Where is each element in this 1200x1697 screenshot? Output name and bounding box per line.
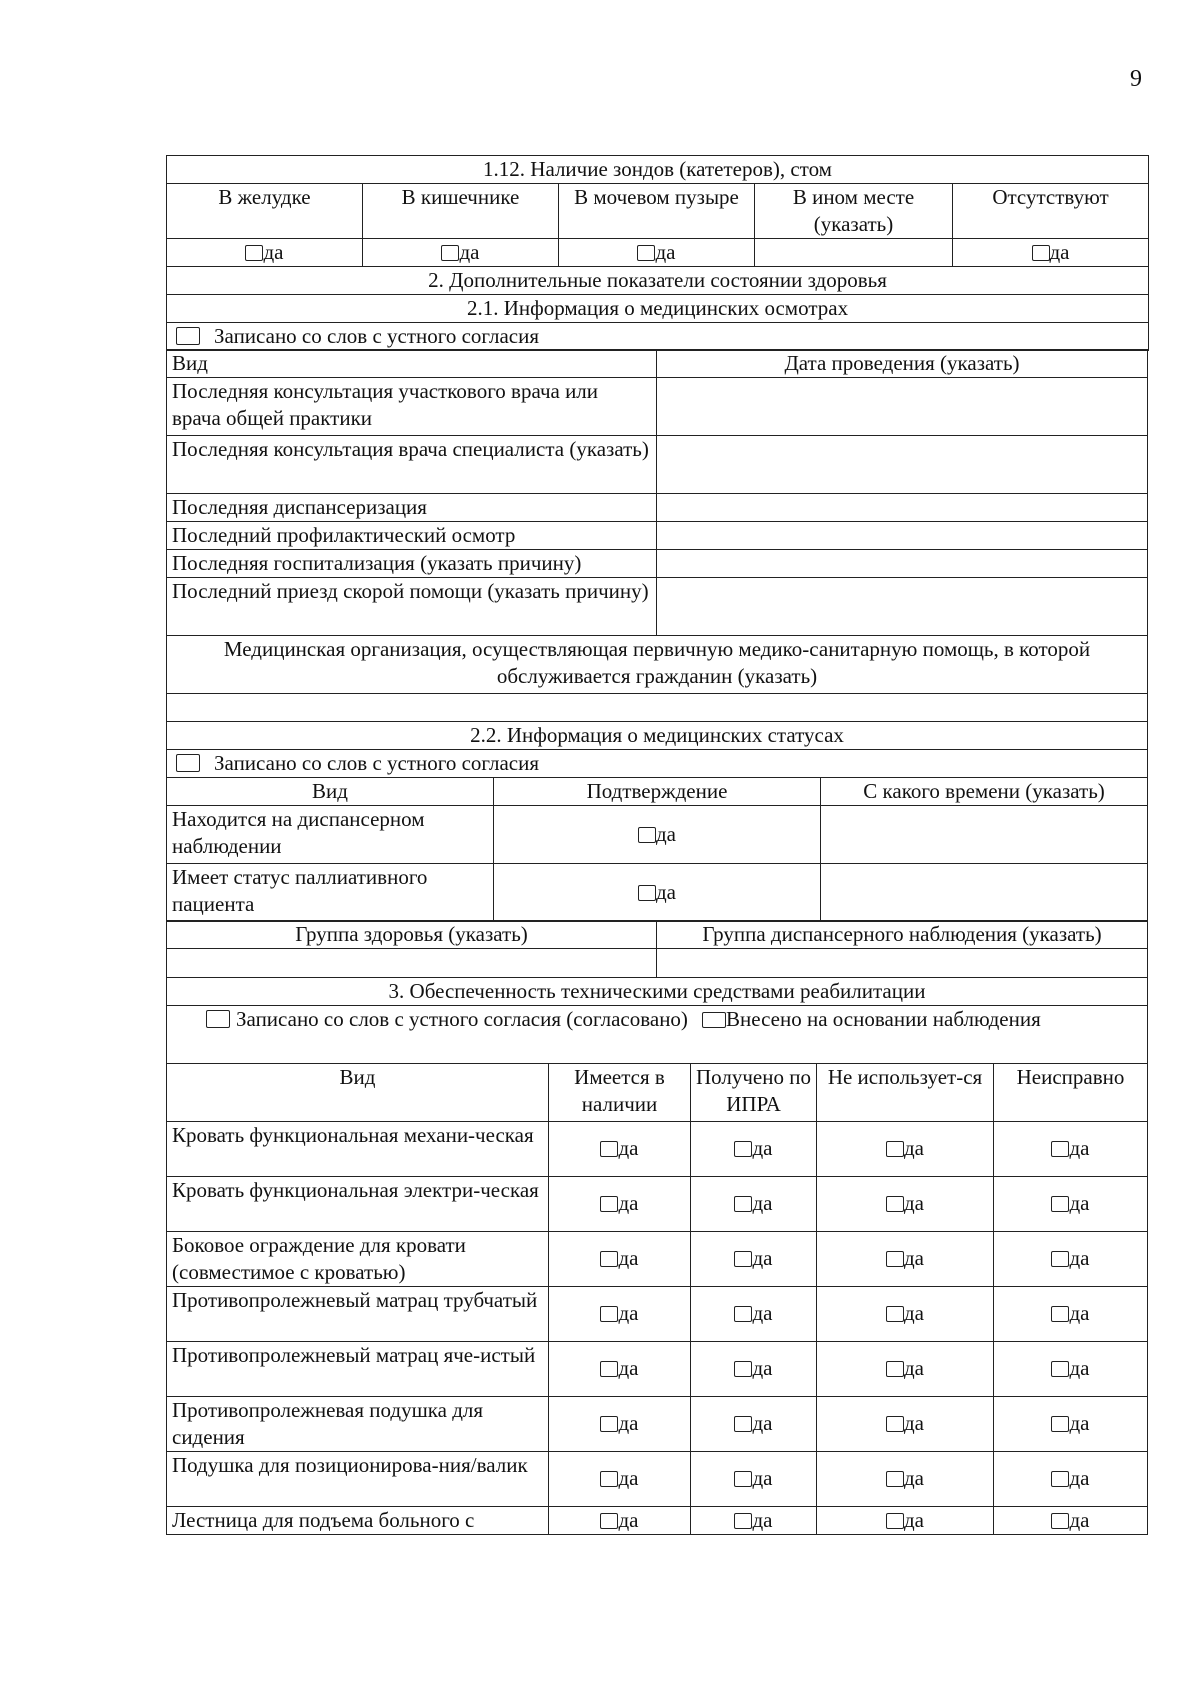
checkbox-icon[interactable] — [600, 1306, 618, 1322]
rehab-item-label: Лестница для подъема больного с — [167, 1506, 549, 1534]
yes-label: да — [1069, 1411, 1090, 1436]
section-2-title: 2. Дополнительные показатели состоянии здоровья — [167, 267, 1149, 295]
yes-label: да — [903, 1301, 924, 1326]
rehab-broken-check[interactable] — [994, 1506, 1148, 1534]
checkbox-icon[interactable] — [206, 1010, 230, 1028]
yes-label: да — [263, 240, 284, 264]
checkbox-icon[interactable] — [734, 1196, 752, 1212]
rehab-observation[interactable] — [702, 1006, 1041, 1033]
rehab-col-unused: Не использует-ся — [817, 1063, 994, 1121]
status-table — [166, 777, 1148, 922]
yes-label: да — [752, 1246, 773, 1271]
status-row-label: Имеет статус паллиативного пациента — [167, 863, 494, 921]
status-consent-label: Записано со слов с устного согласия — [214, 751, 539, 776]
checkbox-icon[interactable] — [734, 1251, 752, 1267]
yes-label: да — [1069, 1136, 1090, 1161]
rehab-broken-check[interactable] — [994, 1231, 1148, 1286]
rehab-unused-check[interactable] — [817, 1451, 994, 1506]
tubes-col-intestine: В кишечнике — [363, 184, 559, 239]
rehab-has-check[interactable] — [549, 1286, 691, 1341]
exam-date-field[interactable] — [657, 494, 1148, 522]
checkbox-icon[interactable] — [1051, 1361, 1069, 1377]
rehab-item-label: Противопролежневая подушка для сидения — [167, 1396, 549, 1451]
rehab-ipra-check[interactable] — [691, 1286, 817, 1341]
yes-label: да — [752, 1466, 773, 1491]
section-2-2-title: 2.2. Информация о медицинских статусах — [167, 722, 1148, 750]
rehab-ipra-check[interactable] — [691, 1396, 817, 1451]
checkbox-icon[interactable] — [886, 1513, 904, 1529]
checkbox-icon[interactable] — [886, 1306, 904, 1322]
checkbox-icon[interactable] — [600, 1471, 618, 1487]
yes-label: да — [1069, 1507, 1090, 1532]
rehab-row — [167, 1176, 1148, 1231]
yes-label: да — [752, 1356, 773, 1381]
tubes-other-field[interactable] — [755, 239, 953, 267]
rehab-item-label: Кровать функциональная механи-ческая — [167, 1121, 549, 1176]
exams-col-type: Вид — [167, 350, 657, 378]
rehab-has-check[interactable] — [549, 1121, 691, 1176]
rehab-col-ipra: Получено по ИПРА — [691, 1063, 817, 1121]
checkbox-icon[interactable] — [600, 1196, 618, 1212]
groups-table — [166, 920, 1148, 978]
checkbox-icon[interactable] — [600, 1513, 618, 1529]
checkbox-icon[interactable] — [702, 1012, 726, 1028]
rehab-row — [167, 1451, 1148, 1506]
checkbox-icon[interactable] — [734, 1471, 752, 1487]
checkbox-icon[interactable] — [886, 1471, 904, 1487]
rehab-item-label: Противопролежневый матрац трубчатый — [167, 1286, 549, 1341]
rehab-col-broken: Неисправно — [994, 1063, 1148, 1121]
rehab-broken-check[interactable] — [994, 1176, 1148, 1231]
primary-care-org-label: Медицинская организация, осуществляющая первичную медико-санитарную помощь, в которой обслуживается гражданин (указать) — [167, 636, 1148, 694]
checkbox-icon[interactable] — [886, 1251, 904, 1267]
yes-label: да — [903, 1356, 924, 1381]
rehab-item-label: Противопролежневый матрац яче-истый — [167, 1341, 549, 1396]
yes-label: да — [1069, 1246, 1090, 1271]
exams-table — [166, 349, 1148, 778]
checkbox-icon[interactable] — [886, 1361, 904, 1377]
status-consent[interactable] — [167, 750, 1148, 778]
yes-label: да — [903, 1136, 924, 1161]
rehab-consent-row — [167, 1005, 1148, 1063]
health-group-label: Группа здоровья (указать) — [167, 921, 657, 949]
exam-date-field[interactable] — [657, 550, 1148, 578]
checkbox-icon[interactable] — [1051, 1196, 1069, 1212]
rehab-unused-check[interactable] — [817, 1341, 994, 1396]
rehab-rows — [167, 1121, 1148, 1534]
rehab-unused-check[interactable] — [817, 1396, 994, 1451]
yes-label: да — [903, 1411, 924, 1436]
exam-date-field[interactable] — [657, 436, 1148, 494]
rehab-broken-check[interactable] — [994, 1286, 1148, 1341]
section-3-title: 3. Обеспеченность техническими средствами реабилитации — [167, 977, 1148, 1005]
checkbox-icon[interactable] — [886, 1196, 904, 1212]
status-confirm-check[interactable] — [494, 863, 821, 921]
yes-label: да — [618, 1466, 639, 1491]
status-row-label: Находится на диспансерном наблюдении — [167, 805, 494, 863]
tubes-title: 1.12. Наличие зондов (катетеров), стом — [167, 156, 1149, 184]
rehab-unused-check[interactable] — [817, 1231, 994, 1286]
yes-label: да — [903, 1246, 924, 1271]
checkbox-icon[interactable] — [600, 1416, 618, 1432]
rehab-table — [166, 977, 1148, 1535]
exams-col-date: Дата проведения (указать) — [657, 350, 1148, 378]
checkbox-icon[interactable] — [600, 1251, 618, 1267]
rehab-unused-check[interactable] — [817, 1506, 994, 1534]
rehab-ipra-check[interactable] — [691, 1176, 817, 1231]
rehab-ipra-check[interactable] — [691, 1121, 817, 1176]
yes-label: да — [752, 1136, 773, 1161]
yes-label: да — [655, 821, 676, 846]
checkbox-icon[interactable] — [638, 885, 656, 901]
assessment-form — [166, 155, 1148, 1535]
rehab-consent-label: Записано со слов с устного согласия (согласовано) — [236, 1006, 688, 1031]
yes-label: да — [903, 1507, 924, 1532]
tubes-col-other: В ином месте (указать) — [755, 184, 953, 239]
status-col-confirm: Подтверждение — [494, 777, 821, 805]
yes-label: да — [618, 1356, 639, 1381]
yes-label: да — [618, 1411, 639, 1436]
yes-label: да — [752, 1301, 773, 1326]
checkbox-icon[interactable] — [1051, 1141, 1069, 1157]
checkbox-icon[interactable] — [1051, 1306, 1069, 1322]
checkbox-icon[interactable] — [600, 1361, 618, 1377]
yes-label: да — [618, 1136, 639, 1161]
rehab-item-label: Кровать функциональная электри-ческая — [167, 1176, 549, 1231]
checkbox-icon[interactable] — [176, 754, 200, 772]
checkbox-icon[interactable] — [734, 1306, 752, 1322]
checkbox-icon[interactable] — [734, 1141, 752, 1157]
exam-row-label: Последняя диспансеризация — [167, 494, 657, 522]
checkbox-icon[interactable] — [1051, 1513, 1069, 1529]
yes-label: да — [903, 1191, 924, 1216]
exam-row-label: Последний профилактический осмотр — [167, 522, 657, 550]
section-2-1-title: 2.1. Информация о медицинских осмотрах — [167, 295, 1149, 323]
yes-label: да — [1069, 1191, 1090, 1216]
status-since-field[interactable] — [821, 805, 1148, 863]
status-col-since: С какого времени (указать) — [821, 777, 1148, 805]
yes-label: да — [903, 1466, 924, 1491]
tubes-col-stomach: В желудке — [167, 184, 363, 239]
checkbox-icon[interactable] — [734, 1416, 752, 1432]
exams-consent-label: Записано со слов с устного согласия — [214, 324, 539, 348]
yes-label: да — [655, 240, 676, 264]
rehab-row — [167, 1341, 1148, 1396]
checkbox-icon[interactable] — [886, 1141, 904, 1157]
rehab-ipra-check[interactable] — [691, 1341, 817, 1396]
exam-row-label: Последний приезд скорой помощи (указать причину) — [167, 578, 657, 636]
rehab-ipra-check[interactable] — [691, 1506, 817, 1534]
yes-label: да — [752, 1411, 773, 1436]
checkbox-icon[interactable] — [734, 1361, 752, 1377]
rehab-broken-check[interactable] — [994, 1121, 1148, 1176]
tubes-stomach-check[interactable] — [167, 239, 363, 267]
rehab-consent[interactable] — [172, 1006, 702, 1033]
status-since-field[interactable] — [821, 863, 1148, 921]
checkbox-icon[interactable] — [1051, 1251, 1069, 1267]
dispensary-group-label: Группа диспансерного наблюдения (указать) — [657, 921, 1148, 949]
dispensary-group-field[interactable] — [657, 949, 1148, 978]
checkbox-icon[interactable] — [886, 1416, 904, 1432]
yes-label: да — [752, 1191, 773, 1216]
exam-date-field[interactable] — [657, 522, 1148, 550]
yes-label: да — [1069, 1466, 1090, 1491]
tubes-col-bladder: В мочевом пузыре — [559, 184, 755, 239]
checkbox-icon[interactable] — [176, 327, 200, 345]
yes-label: да — [459, 240, 480, 264]
tubes-col-absent: Отсутствуют — [953, 184, 1149, 239]
rehab-has-check[interactable] — [549, 1176, 691, 1231]
checkbox-icon[interactable] — [600, 1141, 618, 1157]
yes-label: да — [1069, 1356, 1090, 1381]
checkbox-icon[interactable] — [638, 827, 656, 843]
rehab-broken-check[interactable] — [994, 1451, 1148, 1506]
page-number: 9 — [1130, 66, 1142, 92]
health-group-field[interactable] — [167, 949, 657, 978]
yes-label: да — [1069, 1301, 1090, 1326]
yes-label: да — [618, 1246, 639, 1271]
rehab-observation-label: Внесено на основании наблюдения — [726, 1006, 1041, 1031]
rehab-has-check[interactable] — [549, 1396, 691, 1451]
rehab-broken-check[interactable] — [994, 1341, 1148, 1396]
exam-row-label: Последняя консультация участкового врача или врача общей практики — [167, 378, 657, 436]
yes-label: да — [752, 1507, 773, 1532]
rehab-has-check[interactable] — [549, 1231, 691, 1286]
rehab-ipra-check[interactable] — [691, 1231, 817, 1286]
exam-row-label: Последняя консультация врача специалиста (указать) — [167, 436, 657, 494]
yes-label: да — [618, 1507, 639, 1532]
checkbox-icon[interactable] — [1032, 245, 1050, 261]
status-confirm-check[interactable] — [494, 805, 821, 863]
rehab-has-check[interactable] — [549, 1451, 691, 1506]
rehab-row — [167, 1286, 1148, 1341]
exam-date-field[interactable] — [657, 378, 1148, 436]
checkbox-icon[interactable] — [245, 245, 263, 261]
checkbox-icon[interactable] — [637, 245, 655, 261]
tubes-absent-check[interactable] — [953, 239, 1149, 267]
rehab-has-check[interactable] — [549, 1506, 691, 1534]
yes-label: да — [618, 1191, 639, 1216]
yes-label: да — [655, 879, 676, 904]
rehab-broken-check[interactable] — [994, 1396, 1148, 1451]
checkbox-icon[interactable] — [441, 245, 459, 261]
exam-row-label: Последняя госпитализация (указать причину) — [167, 550, 657, 578]
checkbox-icon[interactable] — [734, 1513, 752, 1529]
rehab-col-type: Вид — [167, 1063, 549, 1121]
yes-label: да — [1049, 240, 1070, 264]
rehab-ipra-check[interactable] — [691, 1451, 817, 1506]
exam-date-field[interactable] — [657, 578, 1148, 636]
rehab-item-label: Боковое ограждение для кровати (совместимое с кроватью) — [167, 1231, 549, 1286]
rehab-unused-check[interactable] — [817, 1176, 994, 1231]
checkbox-icon[interactable] — [1051, 1416, 1069, 1432]
rehab-col-has: Имеется в наличии — [549, 1063, 691, 1121]
rehab-row — [167, 1396, 1148, 1451]
rehab-row — [167, 1506, 1148, 1534]
status-col-type: Вид — [167, 777, 494, 805]
rehab-unused-check[interactable] — [817, 1121, 994, 1176]
rehab-row — [167, 1231, 1148, 1286]
yes-label: да — [618, 1301, 639, 1326]
tubes-intestine-check[interactable] — [363, 239, 559, 267]
tubes-bladder-check[interactable] — [559, 239, 755, 267]
rehab-unused-check[interactable] — [817, 1286, 994, 1341]
rehab-item-label: Подушка для позиционирова-ния/валик — [167, 1451, 549, 1506]
exams-consent[interactable] — [167, 323, 1149, 351]
primary-care-org-field[interactable] — [167, 694, 1148, 722]
tubes-table — [166, 155, 1149, 351]
rehab-row — [167, 1121, 1148, 1176]
rehab-has-check[interactable] — [549, 1341, 691, 1396]
checkbox-icon[interactable] — [1051, 1471, 1069, 1487]
